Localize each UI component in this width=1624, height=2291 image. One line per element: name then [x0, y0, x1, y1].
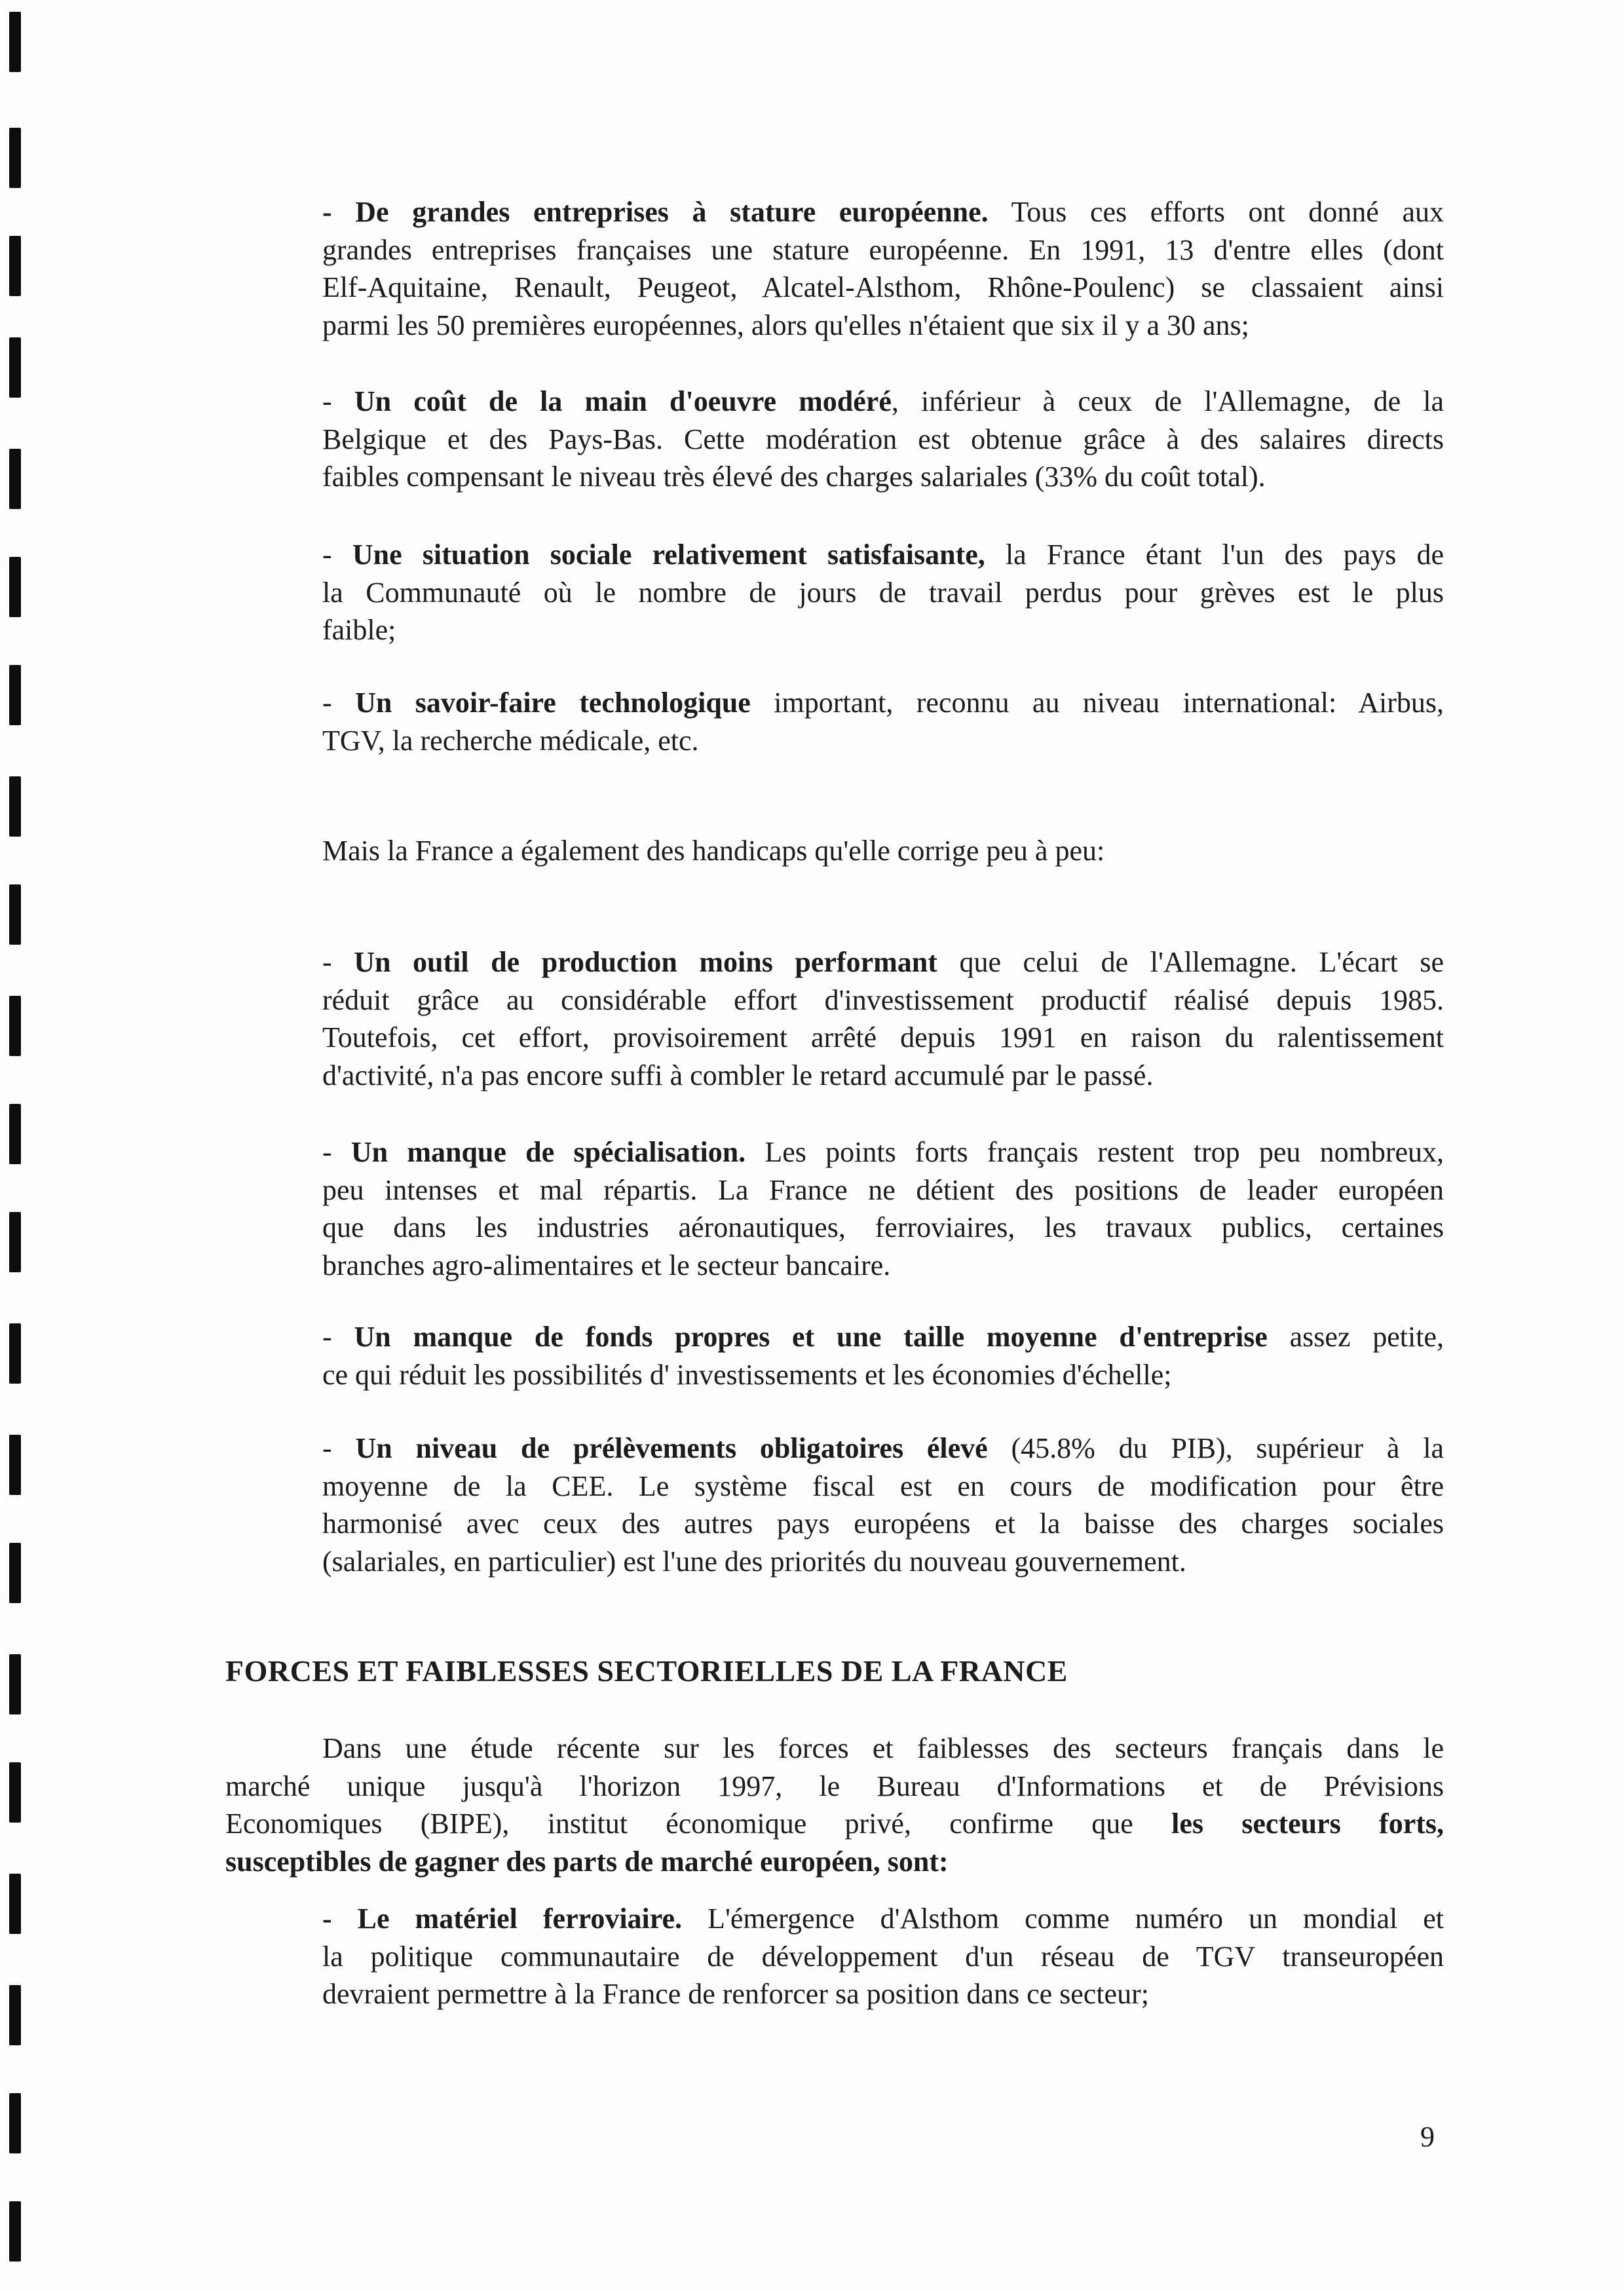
text: que dans les industries aéronautiques, ferroviaires, les travaux publics, certaines: [322, 1211, 1444, 1244]
text: TGV, la recherche médicale, etc.: [322, 724, 699, 757]
text-line: [322, 536, 1444, 574]
paragraph-grandes-entreprises: [322, 193, 1444, 344]
text: que celui de l'Allemagne. L'écart se: [937, 946, 1444, 978]
text-line: [322, 1057, 1444, 1095]
binder-hole: [9, 337, 21, 398]
bold-text: Une situation sociale relativement satisfaisante,: [352, 539, 985, 571]
text: -: [322, 1432, 356, 1464]
text: Economiques (BIPE), institut économique privé, confirme que: [225, 1808, 1172, 1840]
text: moyenne de la CEE. Le système fiscal est en cours de modification pour être: [322, 1469, 1444, 1502]
binder-hole: [9, 449, 21, 509]
text: -: [322, 687, 356, 719]
text: Les points forts français restent trop peu nombreux,: [746, 1136, 1445, 1168]
text-line: [322, 1467, 1444, 1505]
text-line: [322, 722, 1444, 760]
text-line: [322, 1430, 1444, 1467]
bold-text: Un niveau de prélèvements obligatoires élevé: [355, 1432, 988, 1464]
text-line: [322, 1505, 1444, 1543]
bold-text: les secteurs forts,: [1171, 1808, 1444, 1840]
text: -: [322, 539, 352, 571]
binder-hole: [9, 1212, 21, 1272]
bold-text: susceptibles de gagner des parts de marché européen, sont:: [225, 1845, 949, 1878]
text: (45.8% du PIB), supérieur à la: [987, 1432, 1444, 1464]
binder-hole: [9, 128, 21, 188]
text: harmonisé avec ceux des autres pays européens et la baisse des charges sociales: [322, 1507, 1444, 1540]
text-line: [322, 1356, 1444, 1394]
text: faible;: [322, 614, 396, 647]
bold-text: Un coût de la main d'oeuvre modéré: [354, 385, 892, 417]
paragraph-savoir-faire: [322, 684, 1444, 759]
text-line: [322, 231, 1444, 269]
text-line: [322, 1019, 1444, 1057]
text: branches agro-alimentaires et le secteur bancaire.: [322, 1249, 891, 1281]
text: Mais la France a également des handicaps qu'elle corrige peu à peu:: [322, 835, 1105, 867]
bold-text: Un outil de production moins performant: [354, 946, 937, 978]
text: (salariales, en particulier) est l'une des priorités du nouveau gouvernement.: [322, 1545, 1186, 1578]
text-line: [225, 1805, 1444, 1843]
text: Elf-Aquitaine, Renault, Peugeot, Alcatel-Alsthom, Rhône-Poulenc) se classaient ainsi: [322, 271, 1444, 304]
text-line: [322, 1209, 1444, 1247]
text-line: [322, 1975, 1444, 2013]
bold-text: Un savoir-faire technologique: [355, 687, 751, 719]
bold-text: Un manque de spécialisation.: [350, 1136, 746, 1168]
text: marché unique jusqu'à l'horizon 1997, le Bureau d'Informations et de Prévisions: [225, 1770, 1444, 1802]
binder-hole: [9, 557, 21, 617]
paragraph-prelevements: [322, 1430, 1444, 1580]
text-line: [322, 269, 1444, 307]
binder-hole: [9, 1985, 21, 2045]
text: important, reconnu au niveau international: Airbus,: [750, 687, 1444, 719]
text-line: [322, 1171, 1444, 1209]
binder-hole: [9, 1435, 21, 1495]
text-line: [322, 574, 1444, 612]
binder-hole: [9, 2093, 21, 2153]
binder-hole: [9, 2201, 21, 2262]
text-line: [225, 1730, 1444, 1768]
text-line: [322, 193, 1444, 231]
bold-text: - Le matériel ferroviaire.: [322, 1903, 683, 1935]
text-line: [322, 684, 1444, 722]
text-line: [322, 307, 1444, 345]
text-line: [322, 1133, 1444, 1171]
text: Belgique et des Pays-Bas. Cette modération est obtenue grâce à des salaires directs: [322, 423, 1444, 455]
binder-hole: [9, 1323, 21, 1384]
text-line: [322, 1543, 1444, 1581]
text: -: [322, 1321, 354, 1353]
binder-hole: [9, 1543, 21, 1603]
page-number: 9: [1420, 2121, 1435, 2153]
text: devraient permettre à la France de renforcer sa position dans ce secteur;: [322, 1978, 1149, 2011]
text-line: [322, 943, 1444, 981]
text: réduit grâce au considérable effort d'investissement productif réalisé depuis 1985.: [322, 983, 1444, 1016]
text: Toutefois, cet effort, provisoirement arrêté depuis 1991 en raison du ralentissement: [322, 1021, 1444, 1054]
text-line: [322, 1247, 1444, 1285]
binder-hole: [9, 1654, 21, 1714]
bold-text: - De grandes entreprises à stature européenne.: [322, 196, 989, 228]
text: -: [322, 946, 354, 978]
binder-hole: [9, 1104, 21, 1164]
paragraph-outil-production: [322, 943, 1444, 1094]
paragraph-specialisation: [322, 1133, 1444, 1284]
text: -: [322, 1136, 351, 1168]
text-line: [322, 1900, 1444, 1938]
paragraph-fonds-propres: [322, 1318, 1444, 1393]
text: grandes entreprises françaises une stature européenne. En 1991, 13 d'entre elles (dont: [322, 233, 1444, 266]
text-line: [322, 1938, 1444, 1976]
text-line: [225, 1768, 1444, 1806]
binder-hole: [9, 12, 21, 72]
section-heading: FORCES ET FAIBLESSES SECTORIELLES DE LA FRANCE: [225, 1654, 1068, 1688]
text-line: [322, 832, 1444, 870]
text: d'activité, n'a pas encore suffi à combler le retard accumulé par le passé.: [322, 1059, 1154, 1091]
text: la Communauté où le nombre de jours de travail perdus pour grèves est le plus: [322, 576, 1444, 609]
binder-hole: [9, 996, 21, 1056]
text: -: [322, 385, 354, 417]
text: faibles compensant le niveau très élevé des charges salariales (33% du coût total).: [322, 461, 1266, 493]
paragraph-handicaps-intro: [322, 832, 1444, 870]
text-line: [322, 458, 1444, 496]
text: la France étant l'un des pays de: [985, 539, 1445, 571]
text: L'émergence d'Alsthom comme numéro un mondial et: [682, 1903, 1445, 1935]
text: , inférieur à ceux de l'Allemagne, de la: [891, 385, 1445, 417]
binder-hole: [9, 1874, 21, 1934]
text-line: [322, 981, 1444, 1019]
binder-holes: [0, 0, 79, 2291]
text-line: [225, 1843, 1444, 1881]
text: assez petite,: [1267, 1321, 1444, 1353]
text-line: [322, 611, 1444, 649]
text: la politique communautaire de développement d'un réseau de TGV transeuropéen: [322, 1940, 1444, 1973]
text-line: [322, 421, 1444, 459]
text: Tous ces efforts ont donné aux: [988, 196, 1444, 228]
paragraph-cout-main-oeuvre: [322, 383, 1444, 496]
text-line: [322, 383, 1444, 421]
bold-text: Un manque de fonds propres et une taille moyenne d'entreprise: [354, 1321, 1268, 1353]
text: Dans une étude récente sur les forces et faiblesses des secteurs français dans le: [322, 1732, 1444, 1764]
paragraph-materiel-ferroviaire: [322, 1900, 1444, 2013]
binder-hole: [9, 884, 21, 945]
paragraph-situation-sociale: [322, 536, 1444, 649]
text-line: [322, 1318, 1444, 1356]
text: peu intenses et mal répartis. La France ne détient des positions de leader européen: [322, 1173, 1444, 1206]
binder-hole: [9, 665, 21, 725]
binder-hole: [9, 1762, 21, 1823]
text: ce qui réduit les possibilités d' investissements et les économies d'échelle;: [322, 1358, 1172, 1391]
binder-hole: [9, 776, 21, 837]
text: parmi les 50 premières européennes, alors qu'elles n'étaient que six il y a 30 ans;: [322, 309, 1249, 341]
paragraph-bipe-study: [225, 1730, 1444, 1880]
binder-hole: [9, 236, 21, 296]
